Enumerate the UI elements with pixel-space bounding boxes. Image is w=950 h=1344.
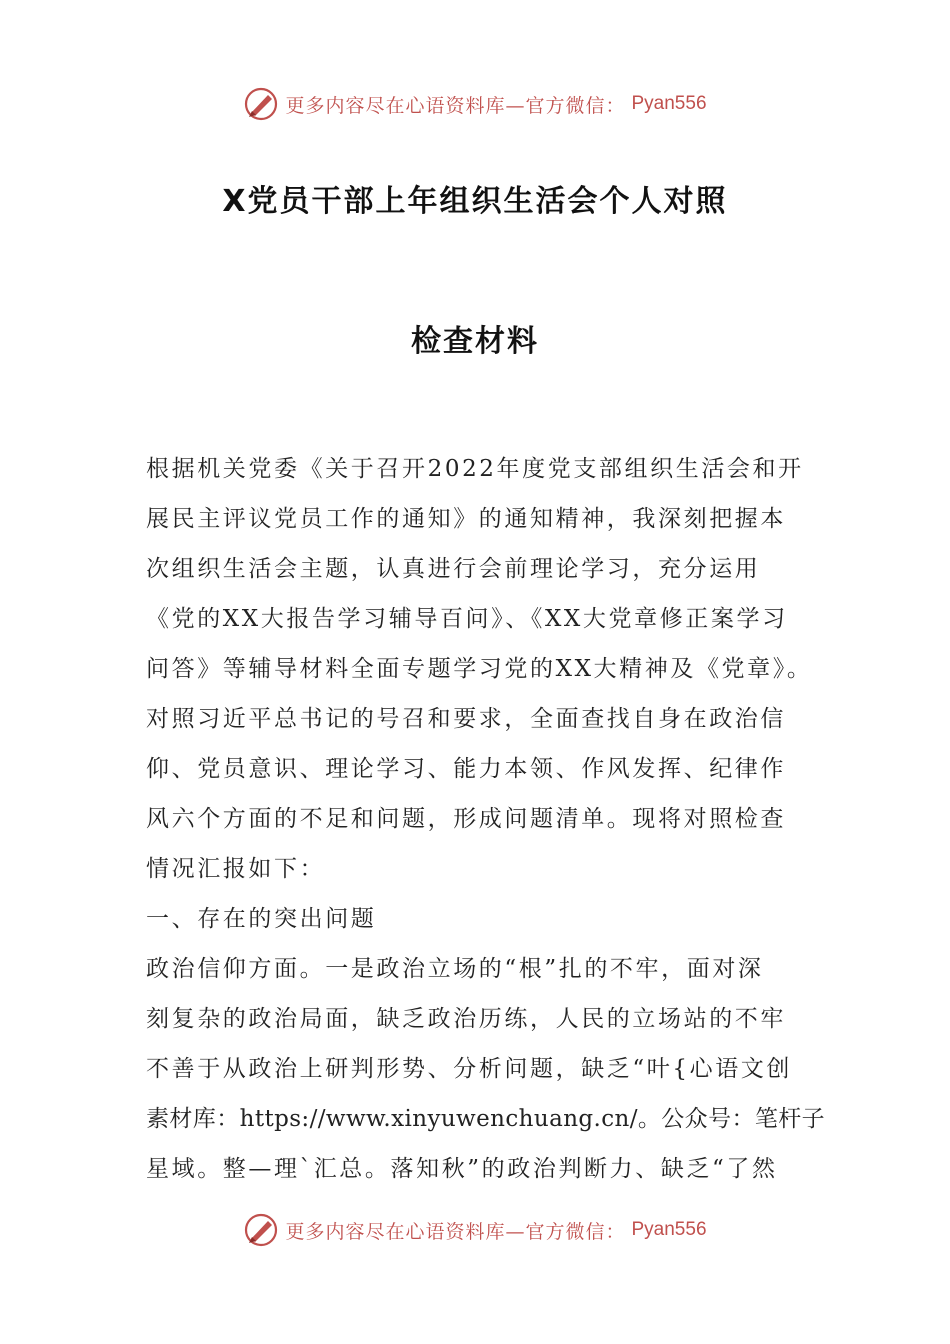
body-line: 不善于从政治上研判形势、分析问题，缺乏“叶{心语文创: [146, 1056, 792, 1082]
body-line: 风六个方面的不足和问题，形成问题清单。现将对照检查: [146, 806, 786, 832]
watermark-text: 更多内容尽在心语资料库—官方微信：: [285, 1220, 626, 1243]
body-line: 对照习近平总书记的号召和要求，全面查找自身在政治信: [146, 706, 786, 732]
document-title-line-1: X党员干部上年组织生活会个人对照: [222, 184, 728, 219]
section-heading: 一、存在的突出问题: [146, 906, 377, 932]
body-line: 素材库：https://www.xinyuwenchuang.cn/。公众号：笔杆子: [146, 1106, 826, 1132]
body-line: 政治信仰方面。一是政治立场的“根”扎的不牢，面对深: [146, 956, 764, 982]
document-body: [146, 444, 826, 1194]
watermark-text: 更多内容尽在心语资料库—官方微信：: [285, 94, 626, 117]
watermark-wechat-id: Pyan556: [631, 93, 707, 114]
body-line: 次组织生活会主题，认真进行会前理论学习，充分运用: [146, 556, 761, 582]
document-title-line-2: 检查材料: [411, 324, 539, 359]
body-line: 情况汇报如下：: [146, 856, 326, 882]
body-line: 问答》等辅导材料全面专题学习党的XX大精神及《党章》。: [146, 656, 813, 682]
footer-watermark: [0, 1210, 950, 1250]
body-line: 展民主评议党员工作的通知》的通知精神，我深刻把握本: [146, 506, 786, 532]
pen-logo-icon: [243, 86, 279, 122]
body-line: 根据机关党委《关于召开2022年度党支部组织生活会和开: [146, 456, 804, 482]
pen-logo-icon: [243, 1212, 279, 1248]
body-line: 仰、党员意识、理论学习、能力本领、作风发挥、纪律作: [146, 756, 786, 782]
body-line: 《党的XX大报告学习辅导百问》、《XX大党章修正案学习: [146, 606, 788, 632]
header-watermark: [0, 84, 950, 124]
watermark-wechat-id: Pyan556: [631, 1219, 707, 1240]
body-line: 刻复杂的政治局面，缺乏政治历练，人民的立场站的不牢: [146, 1006, 786, 1032]
body-line: 星域。整—理`汇总。落知秋”的政治判断力、缺乏“了然: [146, 1156, 778, 1182]
